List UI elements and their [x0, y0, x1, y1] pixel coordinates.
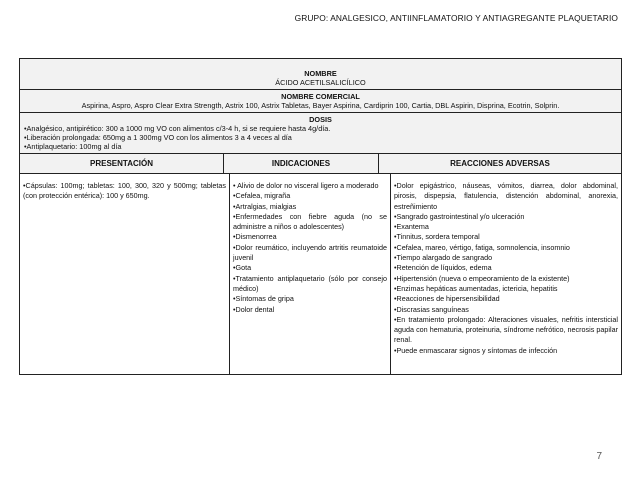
reaccion-item: •Discrasias sanguíneas: [394, 304, 469, 314]
nombre-value: ÁCIDO ACETILSALICÍLICO: [275, 78, 366, 87]
indicacion-item: •Síntomas de gripa: [233, 294, 294, 304]
indicaciones-cell: [230, 174, 391, 374]
reaccion-item: •Dolor epigástrico, náuseas, vómitos, diarrea, dolor abdominal, pirosis, dispepsia, flatulencia, distención abdominal, anorexia, estreñimiento: [394, 181, 618, 211]
dosis-line: •Antiplaquetario: 100mg al día: [24, 142, 122, 151]
nombre-comercial-section: [20, 90, 621, 113]
indicacion-item: •Tratamiento antiplaquetario (sólo por consejo médico): [233, 273, 387, 293]
dosis-line: •Liberación prolongada: 650mg a 1 300mg VO con los alimentos 3 a 4 veces al día: [24, 133, 292, 142]
nombre-comercial-value: Aspirina, Aspro, Aspro Clear Extra Strength, Astrix 100, Astrix Tabletas, Bayer Aspirina, Cardiprin 100, Cartia, DBL Aspirin, Disprina, Ecotrin, Solprin.: [81, 101, 560, 110]
reacciones-header: REACCIONES ADVERSAS: [450, 159, 550, 168]
dosis-section: [20, 113, 621, 154]
indicacion-item: •Dismenorrea: [233, 232, 277, 242]
reacciones-cell: [391, 174, 621, 374]
indicacion-item: •Gota: [233, 263, 252, 273]
dosis-line: •Analgésico, antipirético: 300 a 1000 mg VO con alimentos c/3-4 h, si se requiere hasta 4g/día.: [24, 124, 331, 133]
reaccion-item: •Enzimas hepáticas aumentadas, ictericia, hepatitis: [394, 283, 558, 293]
page-number: 7: [596, 451, 602, 462]
reaccion-item: •Sangrado gastrointestinal y/o ulceración: [394, 211, 525, 221]
presentacion-cell: [20, 174, 230, 374]
presentacion-item: •Cápsulas: 100mg; tabletas: 100, 300, 320 y 500mg; tabletas (con protección entérica): 100 y 650mg.: [23, 181, 226, 201]
dosis-label: DOSIS: [309, 115, 332, 124]
reaccion-item: •Tiempo alargado de sangrado: [394, 253, 493, 263]
indicacion-item: •Enfermedades con fiebre aguda (no se administre a niños o adolescentes): [233, 211, 387, 232]
presentacion-header: PRESENTACIÓN: [20, 154, 224, 173]
indicacion-item: •Artralgias, mialgias: [233, 201, 297, 211]
reaccion-item: •Tinnitus, sordera temporal: [394, 232, 480, 242]
content-row: [20, 174, 621, 374]
group-header: GRUPO: ANALGESICO, ANTIINFLAMATORIO Y ANTIAGREGANTE PLAQUETARIO: [294, 13, 618, 23]
reaccion-item: •En tratamiento prolongado: Alteraciones visuales, nefritis intersticial aguda con hematuria, proteinuria, síndrome nefrótico, necrosis papilar renal.: [394, 314, 618, 345]
indicaciones-header: INDICACIONES: [224, 154, 379, 173]
indicacion-item: •Dolor dental: [233, 304, 275, 314]
indicacion-item: • Alivio de dolor no visceral ligero a moderado: [233, 181, 379, 190]
nombre-comercial-label: NOMBRE COMERCIAL: [281, 92, 360, 101]
indicacion-item: •Dolor reumático, incluyendo artritis reumatoide juvenil: [233, 242, 387, 263]
nombre-section: [20, 59, 621, 90]
column-header-row: [20, 154, 621, 174]
indicacion-item: •Cefalea, migraña: [233, 191, 291, 201]
reaccion-item: •Cefalea, mareo, vértigo, fatiga, somnolencia, insomnio: [394, 242, 570, 252]
drug-sheet-table: [19, 58, 622, 375]
reaccion-item: •Exantema: [394, 222, 429, 232]
reaccion-item: •Hipertensión (nueva o empeoramiento de la existente): [394, 273, 570, 283]
reaccion-item: •Retención de líquidos, edema: [394, 263, 492, 273]
reaccion-item: •Puede enmascarar signos y síntomas de infección: [394, 345, 558, 355]
nombre-label: NOMBRE: [304, 69, 337, 78]
reaccion-item: •Reacciones de hipersensibilidad: [394, 294, 500, 304]
